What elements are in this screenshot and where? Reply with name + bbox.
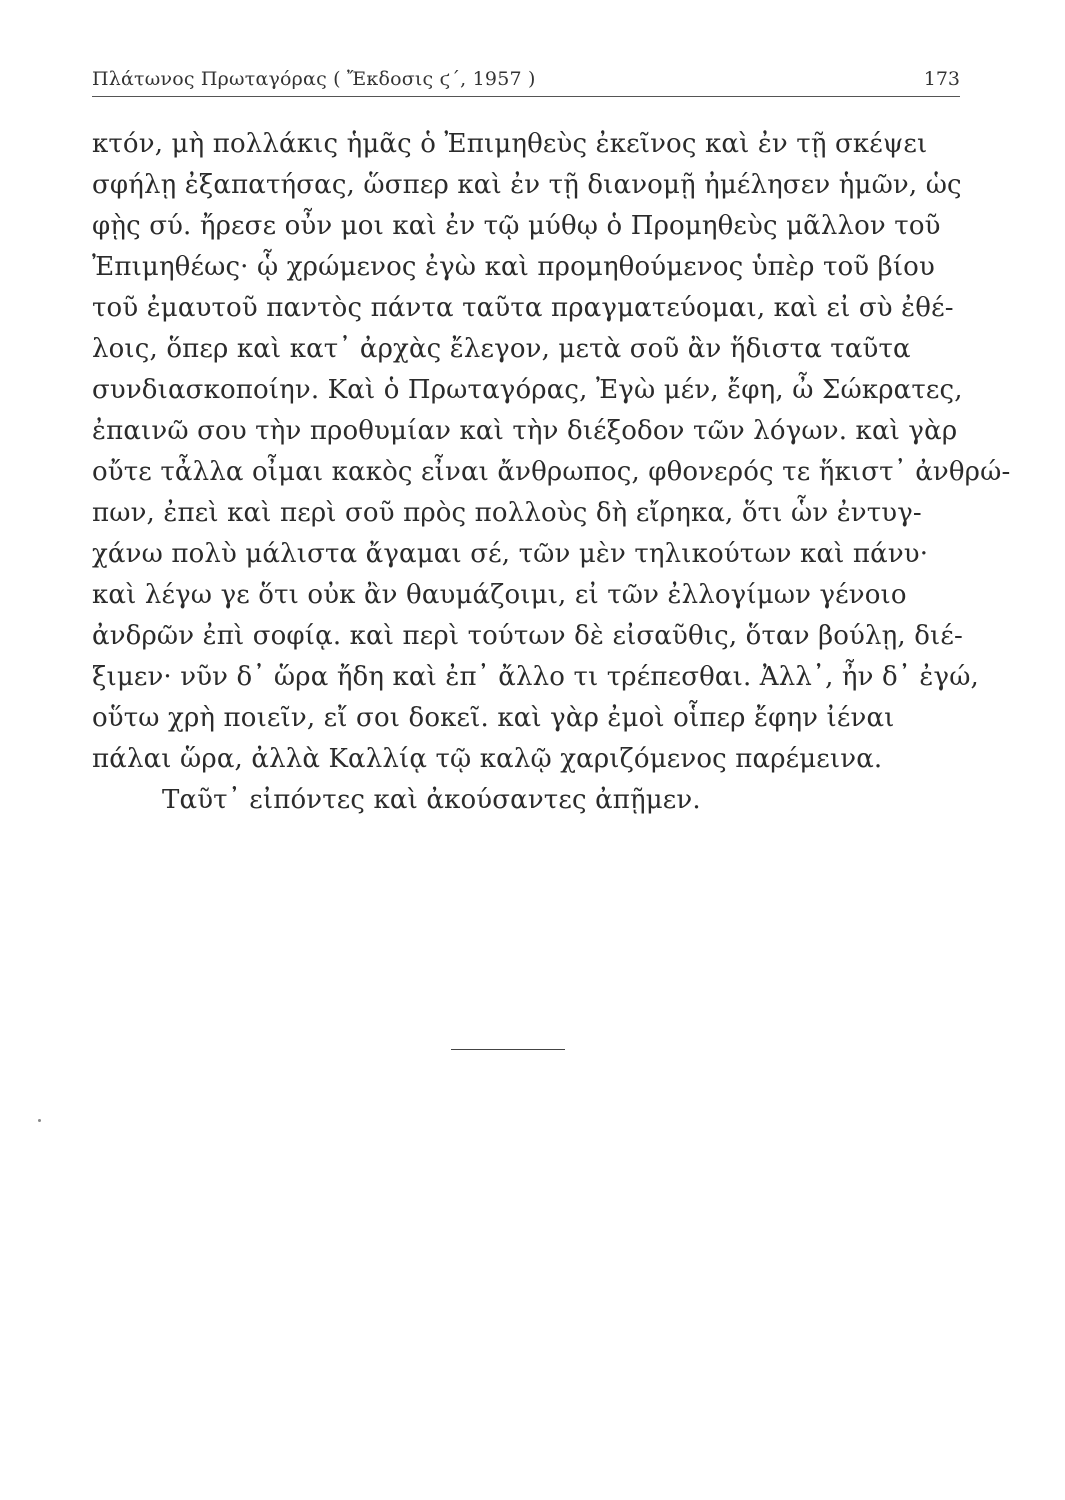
closing-line: Ταῦτ᾽ εἰπόντες καὶ ἀκούσαντες ἀπῇμεν. [162, 785, 701, 815]
text-line: ξιμεν· νῦν δ᾽ ὥρα ἤδη καὶ ἐπ᾽ ἄλλο τι τρέπεσθαι. Ἀλλ᾽, ἦν δ᾽ ἐγώ, [92, 662, 979, 692]
text-line: χάνω πολὺ μάλιστα ἄγαμαι σέ, τῶν μὲν τηλικούτων καὶ πάνυ· [92, 539, 929, 569]
text-line: σφήλῃ ἐξαπατήσας, ὥσπερ καὶ ἐν τῇ διανομῇ ἠμέλησεν ἡμῶν, ὡς [92, 170, 962, 200]
running-title: Πλάτωνος Πρωταγόρας ( Ἔκδοσις ϛ΄, 1957 ) [92, 68, 536, 90]
text-line: πων, ἐπεὶ καὶ περὶ σοῦ πρὸς πολλοὺς δὴ εἴρηκα, ὅτι ὧν ἐντυγ- [92, 498, 922, 528]
body-text [92, 124, 1011, 821]
text-line: κτόν, μὴ πολλάκις ἡμᾶς ὁ Ἐπιμηθεὺς ἐκεῖνος καὶ ἐν τῇ σκέψει [92, 129, 928, 159]
text-line: καὶ λέγω γε ὅτι οὐκ ἂν θαυμάζοιμι, εἰ τῶν ἐλλογίμων γένοιο [92, 580, 907, 610]
page-number: 173 [923, 68, 960, 90]
scan-speck [38, 1119, 41, 1122]
end-rule [451, 1049, 565, 1050]
text-line: λοις, ὅπερ καὶ κατ᾽ ἀρχὰς ἔλεγον, μετὰ σοῦ ἂν ἥδιστα ταῦτα [92, 334, 911, 364]
text-line: συνδιασκοποίην. Καὶ ὁ Πρωταγόρας, Ἐγὼ μέν, ἔφη, ὦ Σώκρατες, [92, 375, 963, 405]
running-header [92, 68, 960, 97]
text-line: ἀνδρῶν ἐπὶ σοφίᾳ. καὶ περὶ τούτων δὲ εἰσαῦθις, ὅταν βούλῃ, διέ- [92, 621, 963, 651]
text-line: φῂς σύ. ἤρεσε οὖν μοι καὶ ἐν τῷ μύθῳ ὁ Προμηθεὺς μᾶλλον τοῦ [92, 211, 941, 241]
text-line: οὔτε τἆλλα οἶμαι κακὸς εἶναι ἄνθρωπος, φθονερός τε ἥκιστ᾽ ἀνθρώ- [92, 457, 1011, 487]
text-line: Ἐπιμηθέως· ᾧ χρώμενος ἐγὼ καὶ προμηθούμενος ὑπὲρ τοῦ βίου [92, 252, 935, 282]
text-line: τοῦ ἐμαυτοῦ παντὸς πάντα ταῦτα πραγματεύομαι, καὶ εἰ σὺ ἐθέ- [92, 293, 954, 323]
text-line: ἐπαινῶ σου τὴν προθυμίαν καὶ τὴν διέξοδον τῶν λόγων. καὶ γὰρ [92, 416, 958, 446]
text-line: πάλαι ὥρα, ἀλλὰ Καλλίᾳ τῷ καλῷ χαριζόμενος παρέμεινα. [92, 744, 883, 774]
text-line: οὕτω χρὴ ποιεῖν, εἴ σοι δοκεῖ. καὶ γὰρ ἐμοὶ οἷπερ ἔφην ἰέναι [92, 703, 895, 733]
